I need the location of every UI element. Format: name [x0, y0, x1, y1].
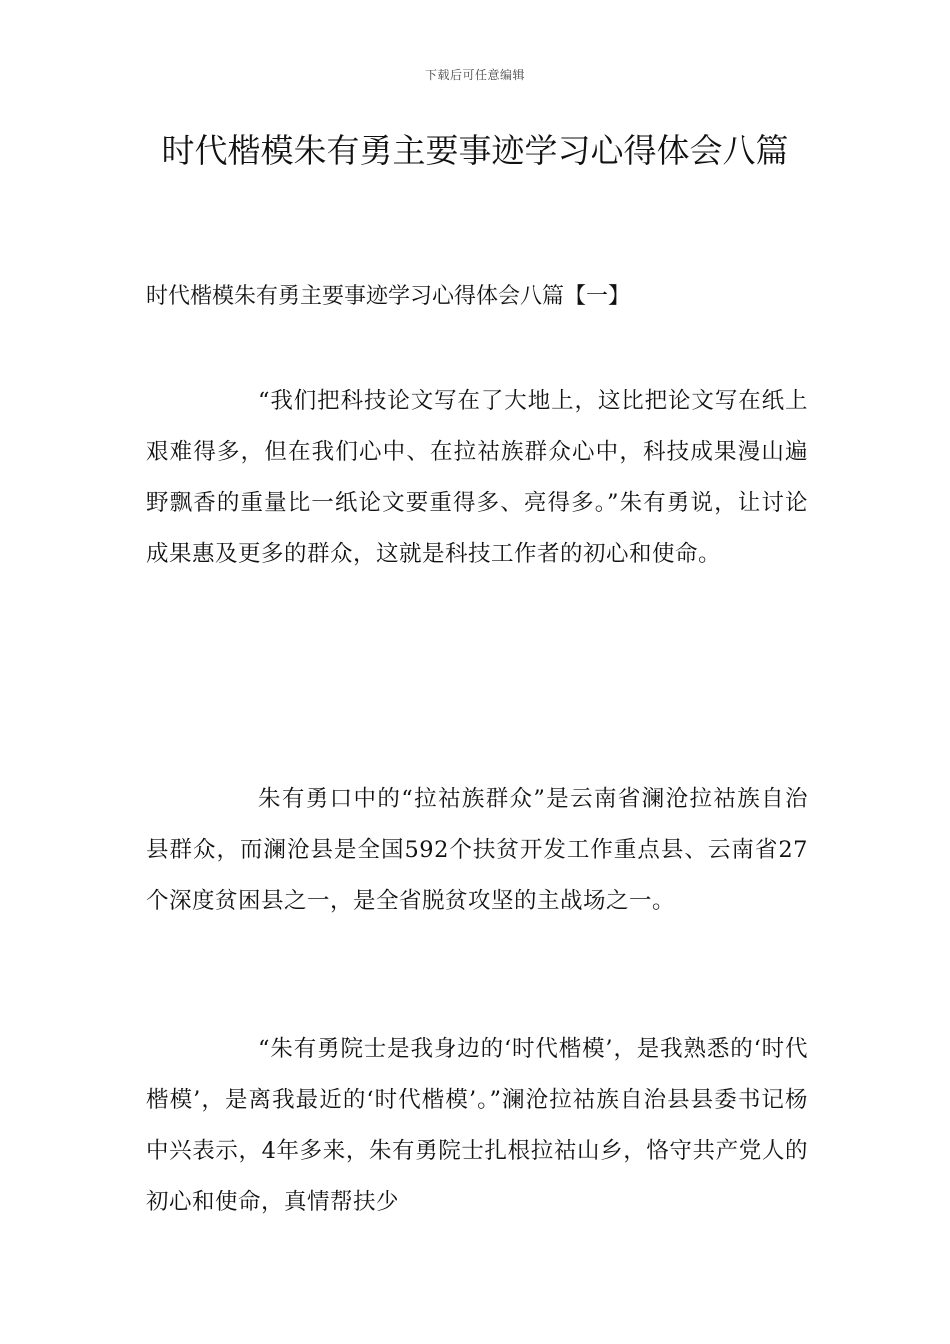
paragraph-1: “我们把科技论文写在了大地上，这比把论文写在纸上艰难得多，但在我们心中、在拉祜族群众心中，科技成果漫山遍野飘香的重量比一纸论文要重得多、亮得多。”朱有勇说，让讨论成果惠及更多的群众，这就是科技工作者的初心和使命。 — [146, 388, 808, 567]
paragraph-3: “朱有勇院士是我身边的‘时代楷模’，是我熟悉的‘时代楷模’，是离我最近的‘时代楷模’。”澜沧拉祜族自治县县委书记杨中兴表示，4年多来，朱有勇院士扎根拉祜山乡，恪守共产党人的初心和使命，真情帮扶少 — [146, 1036, 808, 1215]
section-heading: 时代楷模朱有勇主要事迹学习心得体会八篇【一】 — [146, 284, 631, 309]
document-title: 时代楷模朱有勇主要事迹学习心得体会八篇 — [161, 131, 789, 170]
paragraph-2: 朱有勇口中的“拉祜族群众”是云南省澜沧拉祜族自治县群众，而澜沧县是全国592个扶贫开发工作重点县、云南省27个深度贫困县之一，是全省脱贫攻坚的主战场之一。 — [146, 786, 808, 914]
header-note: 下载后可任意编辑 — [424, 68, 525, 82]
